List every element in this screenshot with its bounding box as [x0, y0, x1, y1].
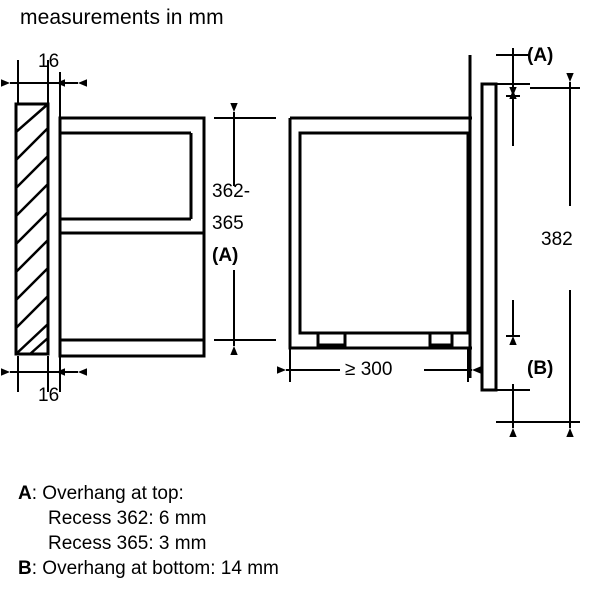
label-height-365: 365 [212, 213, 244, 234]
legend-text-recess-362: Recess 362: 6 mm [48, 508, 207, 529]
page-title: measurements in mm [20, 6, 224, 29]
label-depth-min: ≥ 300 [345, 359, 393, 380]
legend-row-recess-365 [18, 531, 588, 556]
left-view [10, 60, 204, 392]
legend-text-b: : Overhang at bottom: 14 mm [31, 558, 279, 579]
legend-text-a: : Overhang at top: [31, 483, 184, 504]
legend-row-recess-362 [18, 506, 588, 531]
dimension-overhang-top [496, 48, 530, 90]
cabinet-lower-shelf [60, 340, 204, 356]
legend-row-a [18, 481, 588, 506]
label-height-tag-a: (A) [212, 245, 239, 266]
door-height-ticks [506, 96, 520, 336]
label-tag-b: (B) [527, 358, 554, 379]
wall-hatching [16, 104, 48, 354]
cabinet-upper [60, 118, 204, 233]
legend-row-b [18, 556, 588, 581]
legend-text-recess-365: Recess 365: 3 mm [48, 533, 207, 554]
legend-key-a: A [18, 483, 32, 504]
legend-key-b: B [18, 558, 32, 579]
label-tag-a: (A) [527, 45, 554, 66]
label-382: 382 [541, 229, 573, 250]
label-bottom-16: 16 [38, 385, 60, 406]
legend [18, 481, 588, 581]
dimension-overhang-bottom [496, 384, 530, 428]
label-height-362: 362- [212, 181, 251, 202]
label-top-16: 16 [38, 51, 60, 72]
